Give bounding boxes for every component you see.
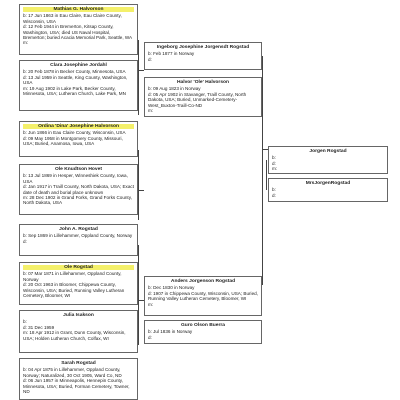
death-line: d: 06 Jun 1957 in Minneapolis, Hennepin County, Minnesota, USA; Buried, Forman Cemetery, Towner, ND [23, 378, 130, 395]
marriage-line: m: 19 Aug 1902 in Lake Park, Becker County, Minnesota, USA; Lutheran Church, Lake Park, MN [23, 85, 126, 97]
connector [138, 245, 139, 345]
death-line: d: [272, 192, 276, 198]
death-line: d: [148, 334, 152, 340]
person-card-julia[interactable] [19, 310, 138, 353]
person-name: Clara Josephine Jordahl [50, 63, 107, 68]
connector [266, 160, 267, 190]
birth-line: b: Feb 1877 in Norway [148, 51, 195, 57]
birth-line: b: 09 Aug 1823 in Norway [148, 86, 201, 92]
person-card-guro[interactable] [144, 320, 262, 344]
person-card-jorgen[interactable] [268, 146, 388, 174]
person-name: Ordina 'Dina' Josephine Halvorson [23, 124, 134, 129]
person-card-mathias[interactable] [19, 4, 138, 55]
death-line: d: [272, 160, 276, 166]
person-card-ole-hovet[interactable] [19, 164, 138, 215]
birth-line: b: [272, 155, 276, 161]
birth-line: b: Jun 1866 in Eau Claire County, Wisconsin, USA [23, 130, 126, 136]
birth-line: b: 17 Jun 1863 in Eau Claire, Eau Claire County, Wisconsin, USA [23, 13, 122, 24]
person-card-sarah[interactable] [19, 358, 138, 400]
birth-line: b: 07 Mar 1871 in Lillehammer, Oppland County, Norway [23, 271, 122, 282]
marriage-line: m: 18 Apr 1912 in Grant, Dunn County, Wisconsin, USA; Holden Lutheran Church, Colfax, WI [23, 330, 126, 341]
death-line: d: [23, 238, 27, 244]
marriage-line: m: [148, 301, 154, 307]
person-name: Jorgen Rogstad [309, 149, 347, 154]
person-card-ordina[interactable] [19, 121, 138, 157]
death-line: d: 12 Feb 1944 in Bremerton, Kitsap County, Washington, USA; died US Naval Hospital, Bremerton; buried Acacia Memorial Park, Seattle, WA [23, 24, 133, 41]
death-line: d: 20 Oct 1963 in Bloomer, Chippewa County, Wisconsin, USA; Buried, Running Valley Lutheran Cemetery, Bloomer, WI [23, 282, 125, 299]
connector [262, 149, 263, 285]
person-name: Julia Isakson [63, 313, 94, 318]
death-line: d: 31 Dec 1959 [23, 324, 55, 330]
person-card-john[interactable] [19, 224, 138, 256]
marriage-line: m: [148, 108, 154, 114]
birth-line: b: Jul 1836 in Norway [148, 329, 193, 335]
death-line: d: [148, 56, 152, 62]
person-card-anders[interactable] [144, 276, 262, 316]
death-line: d: 09 May 1958 in Montgomery County, Missouri, USA; Buried, Anamosa, Iowa, USA [23, 135, 123, 147]
marriage-line: m: 28 Dec 1902 in Grand Forks, Grand Forks County, North Dakota, USA [23, 195, 132, 206]
person-card-halvor[interactable] [144, 77, 262, 117]
birth-line: b: 13 Jul 1869 in Hesper, Winneshiek County, Iowa, USA [23, 173, 128, 184]
birth-line: b: [272, 187, 276, 193]
person-name: Ole Rogstad [23, 265, 134, 270]
person-name: John A. Rogstad [59, 227, 98, 232]
birth-line: b: [23, 319, 27, 325]
person-name: Ingeborg Josephine Jorgensdt Rogstad [156, 45, 250, 50]
person-name: Anders Jorgenson Rogstad [170, 279, 236, 284]
connector [138, 40, 139, 115]
marriage-line: m: [272, 166, 278, 172]
person-card-mrs-jorgen[interactable] [268, 178, 388, 202]
connector [262, 56, 263, 149]
birth-line: b: Sep 1869 in Lillehammer, Oppland County, Norway [23, 233, 133, 239]
death-line: d: 1907 in Chippewa County, Wisconsin, USA; Buried, Running Valley Lutheran Cemetery, Bloomer, WI [148, 290, 258, 302]
person-name: MrsJorgenRogstad [305, 181, 351, 186]
person-name: Ole Knudtson Hovet [54, 167, 102, 172]
birth-line: b: 20 Feb 1878 in Becker County, Minnesota, USA [23, 69, 126, 75]
person-name: Halvor 'Ole' Halvorson [176, 80, 230, 85]
birth-line: b: 04 Apr 1875 in Lillehammer, Oppland County, Norway; Naturalized, 30 Oct 1905, Ward Co, ND [23, 367, 122, 378]
person-card-ingeborg[interactable] [144, 42, 262, 70]
death-line: d: 05 Apr 1902 in Stavanger, Traill County, North Dakota, USA; Buried, Unmarked-Cemetery-West_Buxton-Traill-Co-ND [148, 91, 247, 108]
person-card-ole-rogstad[interactable] [19, 262, 138, 305]
person-name: Mathias G. Halvorson [23, 7, 134, 12]
death-line: d: 13 Jul 1959 in Seattle, King County, Washington, USA [23, 74, 128, 86]
person-name: Guro Olson Buerra [180, 323, 226, 328]
person-name: Sarah Rogstad [61, 361, 96, 366]
marriage-line: m: [23, 40, 29, 46]
connector [138, 150, 139, 220]
person-card-clara[interactable] [19, 60, 138, 111]
birth-line: b: Dec 1830 in Norway [148, 285, 195, 291]
connector [138, 70, 144, 71]
connector [138, 190, 144, 191]
death-line: d: Jan 1917 in Traill County, North Dakota, USA; Exact date of death and burial place unknown [23, 184, 134, 195]
